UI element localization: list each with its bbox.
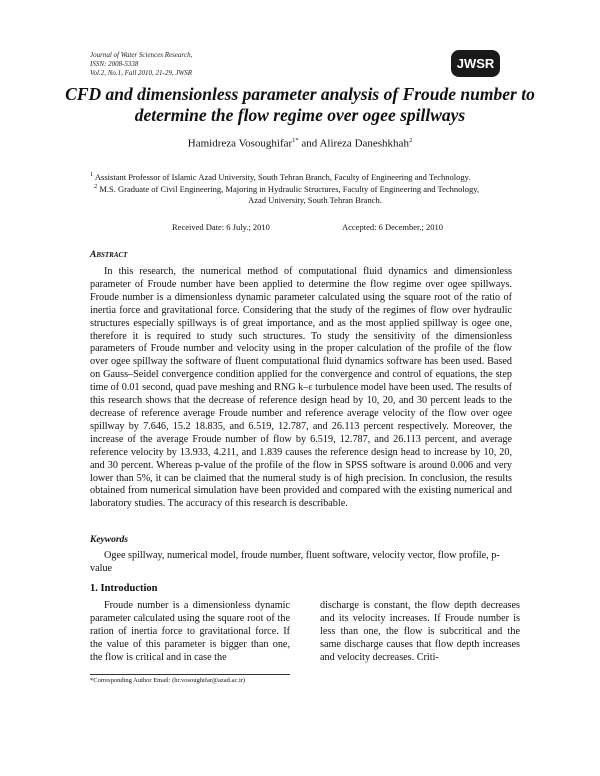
affiliation-2-text: M.S. Graduate of Civil Engineering, Majoring in Hydraulic Structures, Faculty of Engineering and Technology,: [99, 184, 480, 195]
author-1-superscript: 1*: [292, 137, 299, 144]
received-date: Received Date: 6 July.; 2010: [172, 222, 270, 232]
affiliation-2-continued: Azad University, South Tehran Branch.: [248, 194, 382, 205]
affiliation-2: [90, 182, 520, 194]
author-connector: and: [298, 137, 320, 150]
affiliation-2-marker: 2: [94, 183, 98, 191]
abstract-heading: Abstract: [90, 250, 128, 260]
author-1: Hamidreza Vosoughifar: [187, 137, 293, 150]
journal-volume: Vol.2, No.1, Fall 2010, 21-29, JWSR: [90, 69, 193, 77]
journal-logo: JWSR: [451, 50, 500, 77]
corresponding-author-footnote: *Corresponding Author Email: (hr.vosoughifar@azad.ac.ir): [90, 677, 246, 684]
paper-title: CFD and dimensionless parameter analysis of Froude number to determine the flow regime over ogee spillways: [65, 84, 535, 125]
introduction-column-right: discharge is constant, the flow depth decreases and its velocity increases. If Froude number is less than one, the flow is subcritical and the same discharge causes that flow depth increases and velocity decreases. Criti-: [320, 600, 520, 663]
author-line: [0, 137, 600, 150]
journal-issn: ISSN: 2008-5338: [90, 60, 139, 68]
introduction-heading: 1. Introduction: [90, 583, 158, 594]
keywords-text: Ogee spillway, numerical model, froude number, fluent software, velocity vector, flow profile, p-value: [90, 550, 500, 574]
affiliation-1: [90, 170, 520, 182]
author-2-superscript: 2: [408, 137, 413, 144]
affiliations: [90, 170, 520, 205]
journal-info: [90, 51, 192, 78]
abstract-text: In this research, the numerical method of computational fluid dynamics and dimensionless parameter of Froude number have been applied to determine the flow regime over ogee spillways. Froude number is a dimensionless dynamic parameter calculated using the square root of the ratio of inertia force and gravitational force. Considering that the study of the regimes of flow over hydraulic structures especially spillways is of great importance, and as the most applied spillway is ogee one, therefore it is required to study such structures. To study the sensitivity of the dimensionless parameters of Froude number and velocity using in the proper calculation of the profile of the flow over ogee spillway the software of fluent computational fluid dynamics software has been used. Based on Gauss–Seidel convergence condition applied for the convergence and control of equations, the step time of 0.01 second, quad pave meshing and RNG k–ε turbulence model have been used. The results of this research shows that the decrease of reference design head by 10, 20, and 30 percent leads to the decrease of reference average Froude number and reference average velocity of the flow over ogee spillway by 7.646, 15.2 18.835, and 6.519, 12.787, and 26.113 percent respectively. Moreover, the increase of the average Froude number of flow by 6.519, 12.787, and 26.113 percent, and average reference velocity by 13.933, 4.211, and 1.839 causes the reference design head to increase by 10, 20, and 30 percent. Whereas p-value of the profile of the flow in SPSS software is around 0.006 and very lower than 5%, it can be claimed that the numeral study is of high precision. In conclusion, the results obtained from numerical simulation have been provided and compared with the existing numerical and laboratory studies. The accuracy of this research is describable.: [90, 266, 512, 510]
affiliation-1-marker: 1: [90, 171, 94, 178]
introduction-column-left: Froude number is a dimensionless dynamic parameter calculated using the square root of the ration of inertia force to gravitational force. If the value of this parameter is bigger than one, the flow is critical and in case the: [90, 600, 290, 663]
footnote-divider: [90, 674, 290, 675]
affiliation-1-text: Assistant Professor of Islamic Azad University, South Tehran Branch, Faculty of Engineering and Technology.: [94, 171, 471, 182]
keywords-heading: Keywords: [90, 535, 128, 545]
journal-name: Journal of Water Sciences Research,: [90, 51, 193, 59]
author-2: Alireza Daneshkhah: [319, 137, 409, 150]
accepted-date: Accepted: 6 December.; 2010: [342, 222, 444, 232]
